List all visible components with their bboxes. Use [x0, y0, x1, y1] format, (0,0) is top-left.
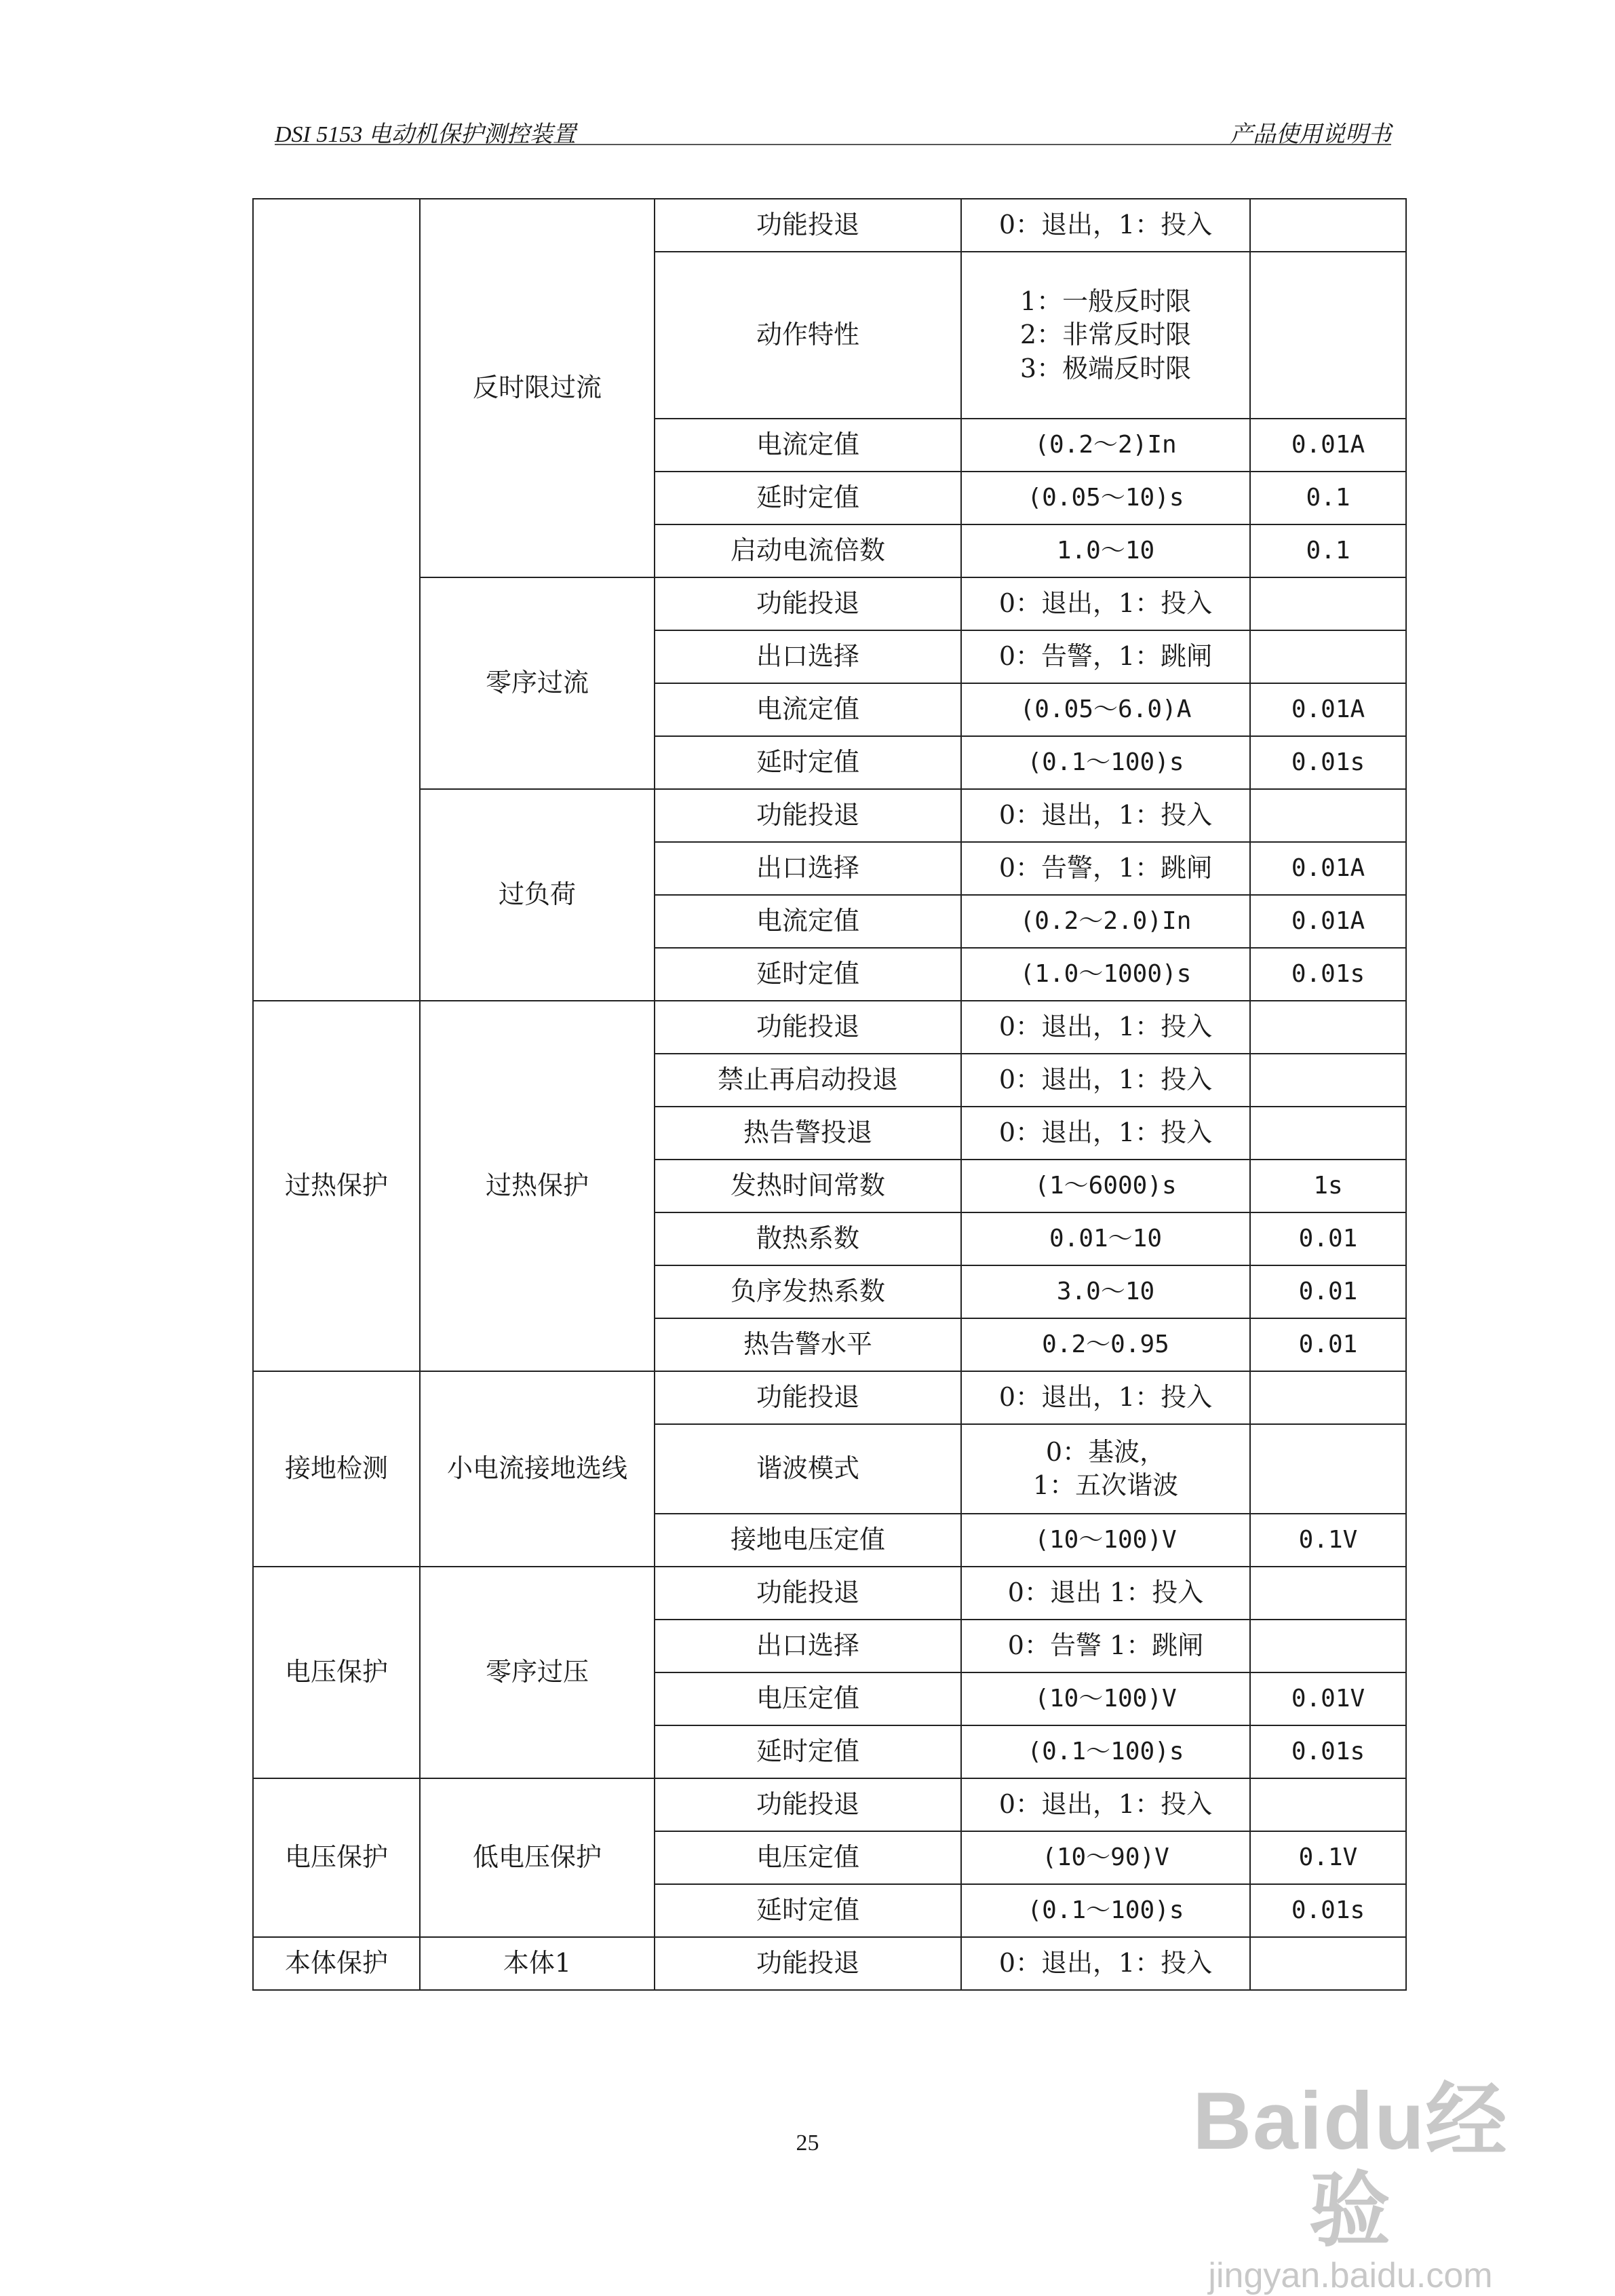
table-cell-setting: 功能投退 — [655, 577, 961, 630]
table-cell-range: 0.01～10 — [961, 1212, 1250, 1265]
table-cell-range — [961, 252, 1250, 419]
table-cell-setting: 出口选择 — [655, 842, 961, 895]
table-cell-step: 0.1 — [1250, 524, 1406, 577]
table-cell-category: 电压保护 — [253, 1778, 420, 1937]
table-cell-range — [961, 1424, 1250, 1514]
table-row — [253, 1001, 1406, 1054]
table-cell-range: (10～100)V — [961, 1514, 1250, 1567]
watermark-brand: Baidu经验 — [1192, 2075, 1509, 2256]
table-cell-range: 0：退出，1：投入 — [961, 1937, 1250, 1990]
table-row — [253, 789, 1406, 842]
table-cell-function: 零序过流 — [420, 577, 655, 789]
document-header-subtitle: 产品使用说明书 — [1230, 122, 1391, 147]
table-cell-step: 0.1V — [1250, 1831, 1406, 1884]
table-cell-step — [1250, 789, 1406, 842]
table-cell-setting: 功能投退 — [655, 789, 961, 842]
table-cell-setting: 发热时间常数 — [655, 1160, 961, 1212]
table-cell-step: 0.1V — [1250, 1514, 1406, 1567]
table-cell-step — [1250, 1424, 1406, 1514]
table-row — [253, 1937, 1406, 1990]
table-cell-setting: 负序发热系数 — [655, 1265, 961, 1318]
table-cell-setting: 电压定值 — [655, 1672, 961, 1725]
table-cell-setting: 热告警投退 — [655, 1107, 961, 1160]
table-cell-range: (0.05～10)s — [961, 472, 1250, 524]
table-cell-range: (10～100)V — [961, 1672, 1250, 1725]
table-cell-function: 过负荷 — [420, 789, 655, 1001]
table-cell-category — [253, 199, 420, 1001]
table-row — [253, 1567, 1406, 1620]
table-cell-step: 0.01s — [1250, 948, 1406, 1001]
table-cell-step — [1250, 630, 1406, 683]
table-cell-category: 本体保护 — [253, 1937, 420, 1990]
table-cell-function: 低电压保护 — [420, 1778, 655, 1937]
table-cell-setting: 功能投退 — [655, 1371, 961, 1424]
table-cell-setting: 出口选择 — [655, 630, 961, 683]
table-cell-step — [1250, 1620, 1406, 1672]
table-cell-step: 1s — [1250, 1160, 1406, 1212]
table-cell-setting: 功能投退 — [655, 1001, 961, 1054]
table-cell-step: 0.01A — [1250, 895, 1406, 948]
table-cell-range: 0：退出，1：投入 — [961, 577, 1250, 630]
table-cell-range: (0.1～100)s — [961, 1884, 1250, 1937]
table-cell-function: 反时限过流 — [420, 199, 655, 577]
document-header-title: DSI 5153 电动机保护测控装置 — [275, 122, 576, 147]
table-cell-range: 0：退出，1：投入 — [961, 1778, 1250, 1831]
table-cell-range: (0.2～2.0)In — [961, 895, 1250, 948]
table-cell-setting: 电流定值 — [655, 419, 961, 472]
table-cell-setting: 延时定值 — [655, 472, 961, 524]
table-cell-setting: 延时定值 — [655, 736, 961, 789]
table-cell-category: 过热保护 — [253, 1001, 420, 1371]
table-cell-step: 0.01s — [1250, 736, 1406, 789]
table-cell-setting: 电压定值 — [655, 1831, 961, 1884]
table-cell-step: 0.01s — [1250, 1725, 1406, 1778]
table-cell-function: 过热保护 — [420, 1001, 655, 1371]
header-divider — [275, 144, 1391, 145]
table-row — [253, 577, 1406, 630]
table-cell-setting: 功能投退 — [655, 199, 961, 252]
table-cell-range: 0：告警 1：跳闸 — [961, 1620, 1250, 1672]
table-cell-step — [1250, 199, 1406, 252]
table-cell-setting: 电流定值 — [655, 683, 961, 736]
table-row — [253, 1371, 1406, 1424]
table-cell-category: 接地检测 — [253, 1371, 420, 1567]
table-cell-step — [1250, 1054, 1406, 1107]
table-cell-setting: 接地电压定值 — [655, 1514, 961, 1567]
table-cell-step — [1250, 1937, 1406, 1990]
table-cell-setting: 延时定值 — [655, 948, 961, 1001]
table-cell-range: 0.2～0.95 — [961, 1318, 1250, 1371]
table-cell-range: (1.0～1000)s — [961, 948, 1250, 1001]
table-cell-setting: 延时定值 — [655, 1725, 961, 1778]
table-cell-setting: 热告警水平 — [655, 1318, 961, 1371]
table-cell-step — [1250, 1107, 1406, 1160]
range-option-line: 0：基波， — [1045, 1436, 1166, 1467]
table-cell-step: 0.01 — [1250, 1265, 1406, 1318]
table-cell-setting: 功能投退 — [655, 1778, 961, 1831]
table-cell-function: 小电流接地选线 — [420, 1371, 655, 1567]
table-cell-setting: 散热系数 — [655, 1212, 961, 1265]
table-cell-setting: 动作特性 — [655, 252, 961, 419]
table-cell-step: 0.01V — [1250, 1672, 1406, 1725]
range-option-line: 3：极端反时限 — [1019, 353, 1192, 383]
table-cell-range: 0：退出，1：投入 — [961, 1107, 1250, 1160]
range-option-line: 2：非常反时限 — [1019, 320, 1192, 350]
table-cell-range: 3.0～10 — [961, 1265, 1250, 1318]
table-cell-setting: 谐波模式 — [655, 1424, 961, 1514]
table-cell-setting: 功能投退 — [655, 1567, 961, 1620]
table-cell-range: (0.05～6.0)A — [961, 683, 1250, 736]
table-cell-range: 0：退出，1：投入 — [961, 1371, 1250, 1424]
range-option-line: 1：五次谐波 — [1032, 1470, 1179, 1500]
table-cell-range: 0：退出，1：投入 — [961, 789, 1250, 842]
table-cell-setting: 禁止再启动投退 — [655, 1054, 961, 1107]
table-cell-setting: 延时定值 — [655, 1884, 961, 1937]
table-cell-range: (10～90)V — [961, 1831, 1250, 1884]
protection-settings-table — [252, 198, 1407, 1991]
table-row — [253, 199, 1406, 252]
table-cell-function: 本体1 — [420, 1937, 655, 1990]
table-cell-step — [1250, 252, 1406, 419]
table-cell-range: 0：退出，1：投入 — [961, 199, 1250, 252]
table-cell-step: 0.01A — [1250, 419, 1406, 472]
table-cell-range: 1.0～10 — [961, 524, 1250, 577]
table-cell-step: 0.1 — [1250, 472, 1406, 524]
table-cell-range: (0.2～2)In — [961, 419, 1250, 472]
table-cell-step: 0.01A — [1250, 842, 1406, 895]
page-number: 25 — [796, 2130, 819, 2156]
table-cell-range: 0：退出 1：投入 — [961, 1567, 1250, 1620]
table-cell-step — [1250, 1567, 1406, 1620]
range-option-line: 1：一般反时限 — [1019, 286, 1192, 316]
table-cell-step — [1250, 1778, 1406, 1831]
table-cell-function: 零序过压 — [420, 1567, 655, 1778]
table-cell-step: 0.01s — [1250, 1884, 1406, 1937]
watermark-url: jingyan.baidu.com — [1208, 2256, 1493, 2295]
table-cell-range: (1～6000)s — [961, 1160, 1250, 1212]
table-cell-category: 电压保护 — [253, 1567, 420, 1778]
table-cell-range: (0.1～100)s — [961, 1725, 1250, 1778]
table-cell-range: (0.1～100)s — [961, 736, 1250, 789]
table-cell-range: 0：退出，1：投入 — [961, 1054, 1250, 1107]
baidu-jingyan-watermark — [1188, 2075, 1513, 2295]
table-cell-setting: 启动电流倍数 — [655, 524, 961, 577]
table-row — [253, 1778, 1406, 1831]
table-cell-range: 0：告警，1：跳闸 — [961, 630, 1250, 683]
table-cell-step — [1250, 1001, 1406, 1054]
table-cell-range: 0：告警，1：跳闸 — [961, 842, 1250, 895]
table-cell-setting: 出口选择 — [655, 1620, 961, 1672]
table-cell-step: 0.01 — [1250, 1318, 1406, 1371]
table-cell-setting: 电流定值 — [655, 895, 961, 948]
table-cell-range: 0：退出，1：投入 — [961, 1001, 1250, 1054]
table-cell-step — [1250, 1371, 1406, 1424]
table-cell-step: 0.01A — [1250, 683, 1406, 736]
table-cell-step: 0.01 — [1250, 1212, 1406, 1265]
table-cell-setting: 功能投退 — [655, 1937, 961, 1990]
table-cell-step — [1250, 577, 1406, 630]
